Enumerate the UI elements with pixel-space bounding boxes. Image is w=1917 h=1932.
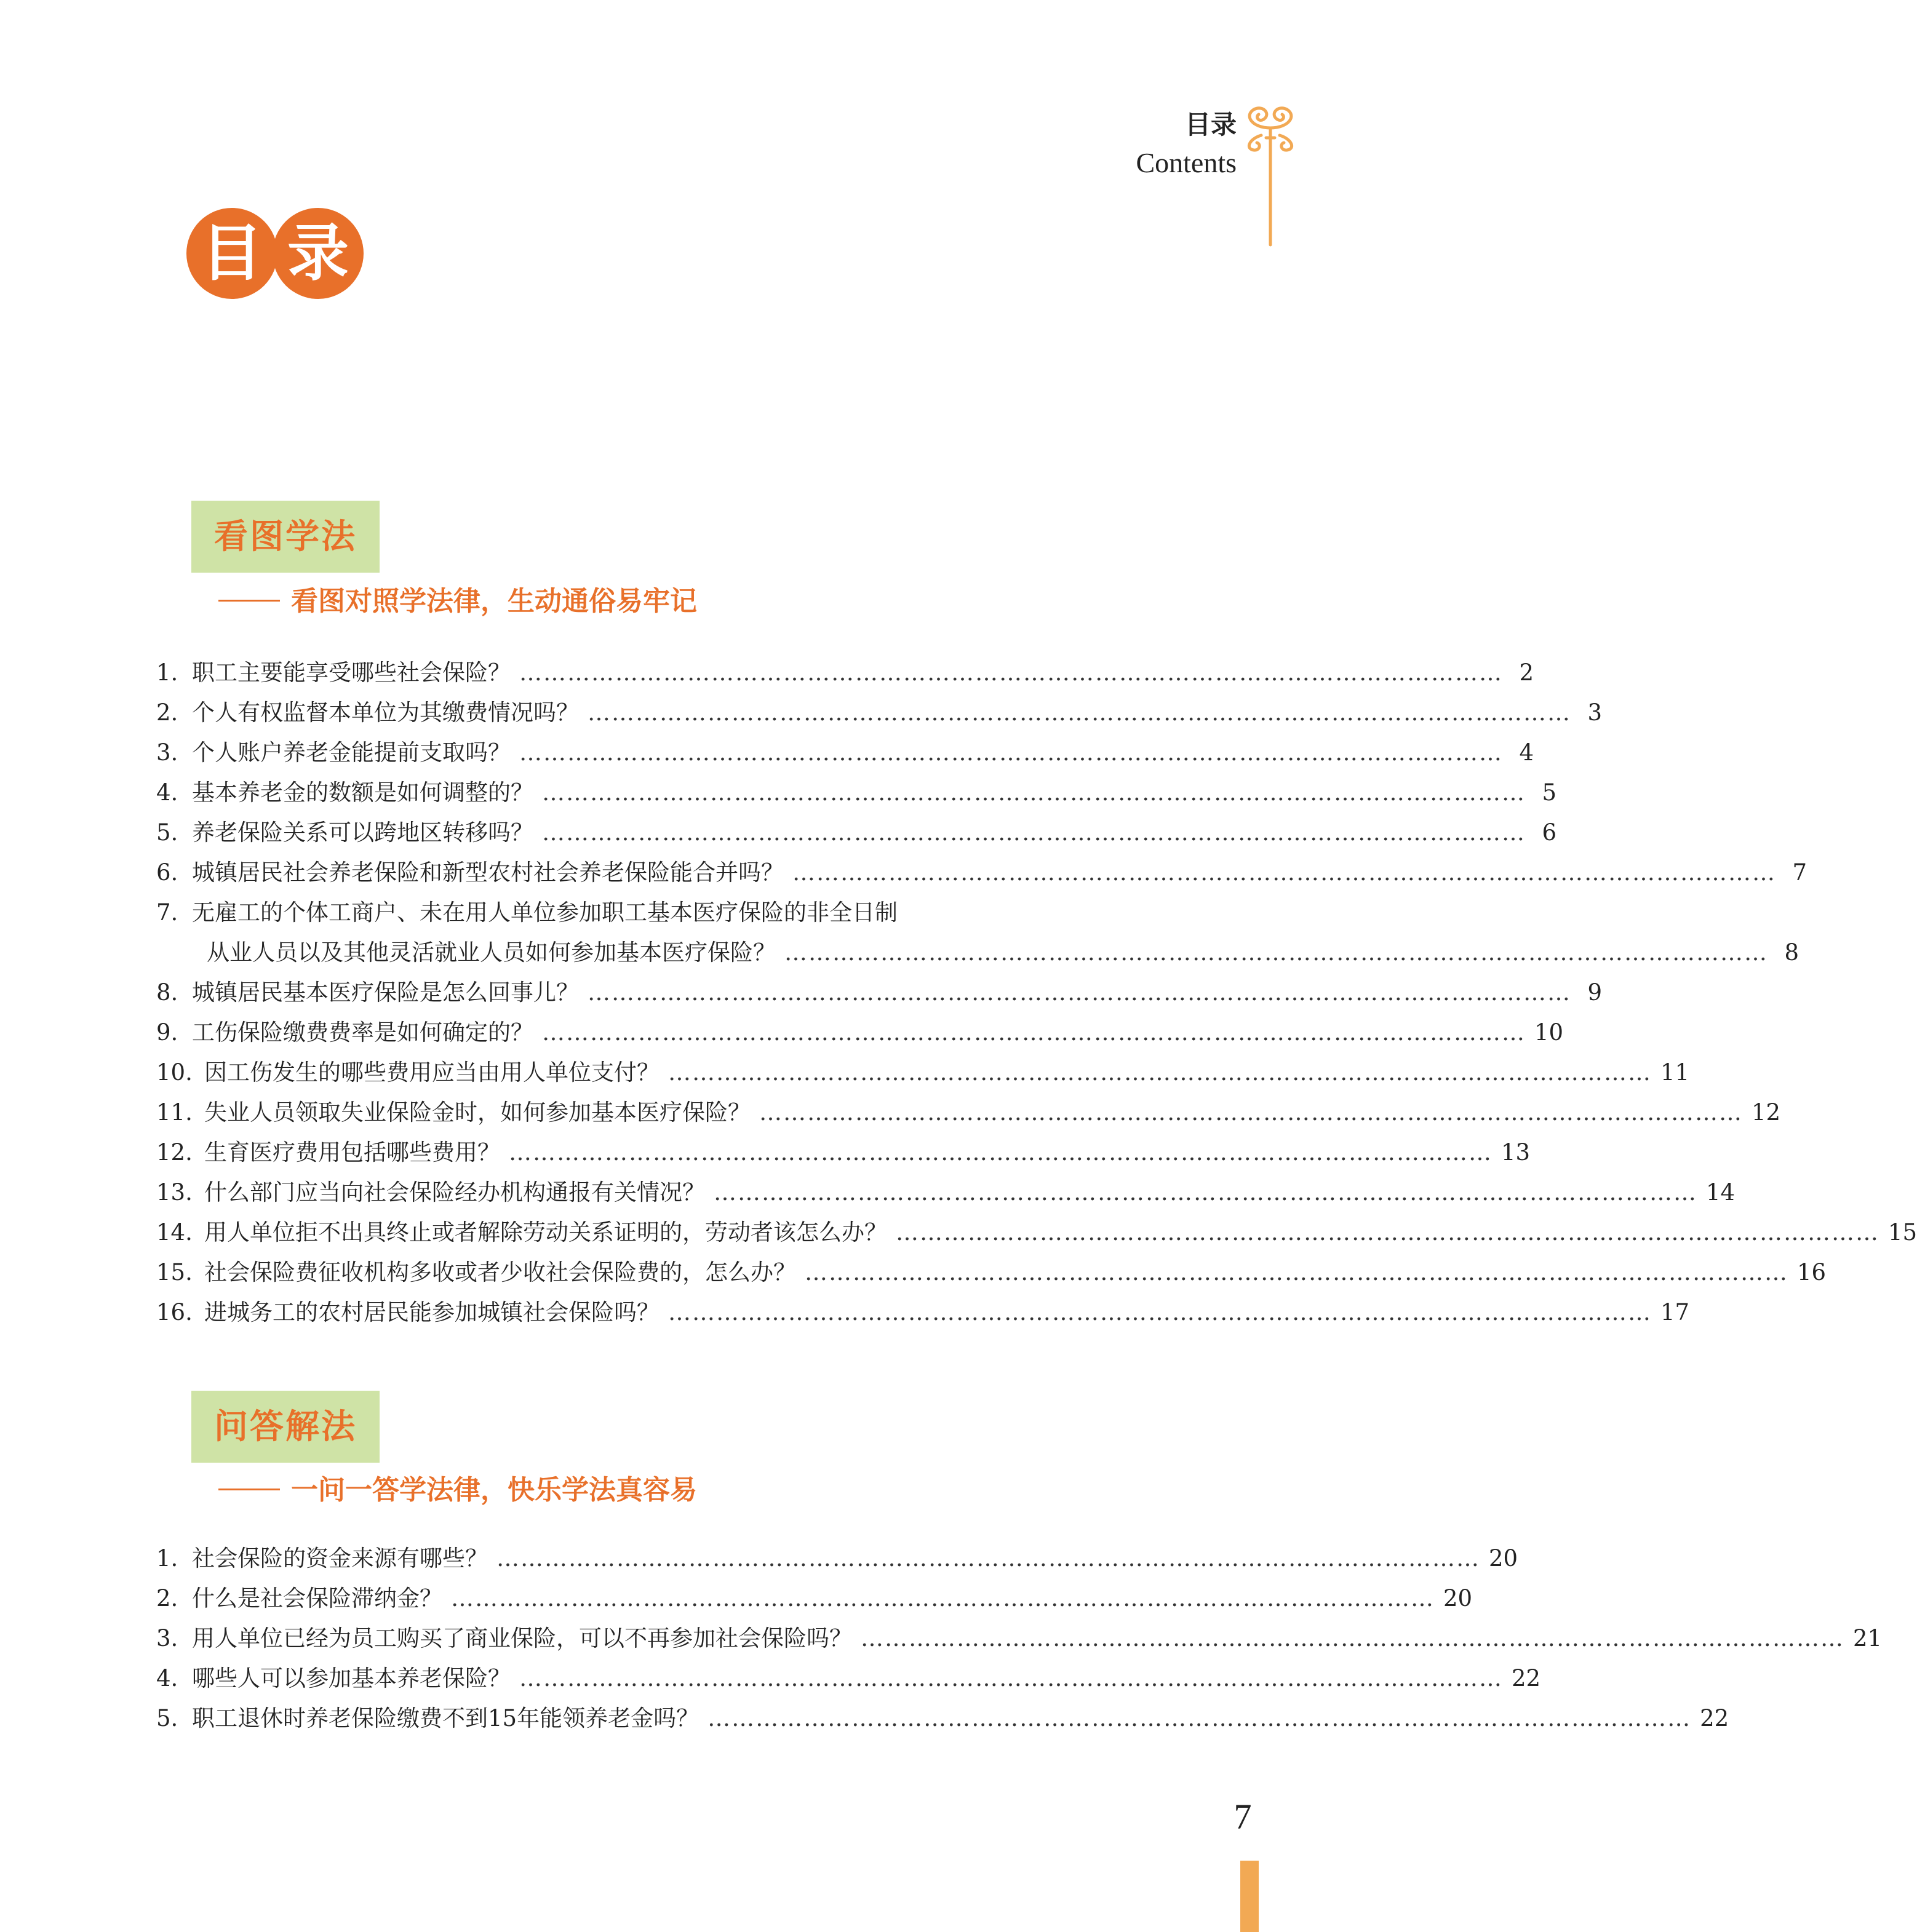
entry-number: 5. — [156, 1705, 178, 1731]
entry-page: 14 — [1706, 1179, 1736, 1206]
entry-number: 16. — [156, 1299, 193, 1326]
entry-number: 11. — [156, 1099, 193, 1126]
section-subtitle — [218, 588, 697, 615]
running-header-en: Contents — [1136, 147, 1237, 178]
toc-entry[interactable] — [156, 696, 1602, 730]
toc-entry[interactable] — [156, 776, 1556, 810]
edge-tab — [1240, 1861, 1259, 1932]
section-subtitle-text: 一问一答学法律，快乐学法真容易 — [291, 1474, 697, 1506]
toc-entry[interactable] — [156, 1661, 1541, 1696]
section-heading: 问答解法 — [191, 1391, 380, 1463]
entry-title: 什么部门应当向社会保险经办机构通报有关情况？ — [204, 1179, 705, 1206]
toc-entry[interactable] — [156, 1095, 1781, 1130]
toc-entry[interactable] — [156, 1055, 1690, 1090]
toc-entry[interactable] — [156, 816, 1556, 850]
leader-dots: …………………………………………………………………………………………………………… — [542, 1019, 1526, 1046]
entry-page: 20 — [1489, 1545, 1518, 1572]
leader-dots: …………………………………………………………………………………………………………… — [588, 699, 1571, 726]
scroll-ornament-icon — [1237, 103, 1304, 251]
leader-dots: …………………………………………………………………………………………………………… — [759, 1099, 1743, 1126]
dash-rule — [218, 600, 280, 602]
entry-number: 14. — [156, 1219, 193, 1246]
entry-page: 15 — [1888, 1219, 1917, 1246]
entry-title: 因工伤发生的哪些费用应当由用人单位支付？ — [204, 1059, 660, 1086]
toc-entry[interactable] — [156, 1175, 1736, 1210]
entry-page: 17 — [1660, 1299, 1690, 1326]
entry-title: 进城务工的农村居民能参加城镇社会保险吗？ — [204, 1299, 660, 1326]
leader-dots: …………………………………………………………………………………………………………… — [542, 819, 1526, 846]
dash-rule — [218, 1489, 280, 1490]
entry-number: 10. — [156, 1059, 193, 1086]
entry-title: 社会保险的资金来源有哪些？ — [192, 1545, 488, 1572]
leader-dots: …………………………………………………………………………………………………………… — [784, 939, 1768, 966]
toc-entry-continued[interactable] — [156, 936, 1799, 970]
entry-title: 城镇居民社会养老保险和新型农村社会养老保险能合并吗？ — [192, 859, 784, 886]
entry-page: 11 — [1660, 1059, 1690, 1086]
entry-number: 4. — [156, 1665, 178, 1691]
entry-page: 16 — [1797, 1259, 1827, 1286]
leader-dots: …………………………………………………………………………………………………………… — [805, 1259, 1788, 1286]
entry-page: 7 — [1792, 859, 1807, 886]
toc-entry[interactable] — [156, 856, 1807, 890]
entry-title: 用人单位拒不出具终止或者解除劳动关系证明的，劳动者该怎么办？ — [204, 1219, 887, 1246]
title-char: 目 — [186, 208, 277, 299]
leader-dots: …………………………………………………………………………………………………………… — [509, 1139, 1493, 1166]
entry-page: 5 — [1542, 779, 1556, 806]
entry-title: 失业人员领取失业保险金时，如何参加基本医疗保险？ — [204, 1099, 751, 1126]
entry-page: 22 — [1512, 1665, 1541, 1691]
entry-title: 个人有权监督本单位为其缴费情况吗？ — [192, 699, 579, 726]
page-number: 7 — [1233, 1797, 1252, 1837]
entry-page: 4 — [1519, 739, 1534, 766]
entry-number: 15. — [156, 1259, 193, 1286]
leader-dots: …………………………………………………………………………………………………………… — [519, 1665, 1503, 1691]
entry-title: 用人单位已经为员工购买了商业保险，可以不再参加社会保险吗？ — [192, 1625, 852, 1652]
leader-dots: …………………………………………………………………………………………………………… — [451, 1585, 1435, 1612]
entry-number: 5. — [156, 819, 178, 846]
toc-entry[interactable] — [156, 1581, 1473, 1616]
entry-page: 21 — [1853, 1625, 1883, 1652]
leader-dots: …………………………………………………………………………………………………………… — [714, 1179, 1697, 1206]
entry-title: 个人账户养老金能提前支取吗？ — [192, 739, 511, 766]
toc-entry[interactable] — [156, 1701, 1729, 1736]
section-subtitle-text: 看图对照学法律，生动通俗易牢记 — [291, 586, 697, 617]
section-heading: 看图学法 — [191, 501, 380, 573]
leader-dots: …………………………………………………………………………………………………………… — [861, 1625, 1844, 1652]
entry-title: 生育医疗费用包括哪些费用？ — [204, 1139, 500, 1166]
entry-number: 8. — [156, 979, 178, 1006]
leader-dots: …………………………………………………………………………………………………………… — [519, 739, 1503, 766]
leader-dots: …………………………………………………………………………………………………………… — [496, 1545, 1480, 1572]
entry-number: 9. — [156, 1019, 178, 1046]
toc-entry[interactable] — [156, 896, 1185, 930]
toc-entry[interactable] — [156, 736, 1534, 770]
entry-number: 12. — [156, 1139, 193, 1166]
toc-entry[interactable] — [156, 1621, 1883, 1656]
entry-page: 9 — [1587, 979, 1602, 1006]
entry-number: 1. — [156, 659, 178, 686]
toc-entry[interactable] — [156, 1541, 1518, 1576]
entry-page: 13 — [1501, 1139, 1531, 1166]
entry-title: 无雇工的个体工商户、未在用人单位参加职工基本医疗保险的非全日制 — [192, 899, 898, 926]
entry-number: 3. — [156, 1625, 178, 1652]
leader-dots: …………………………………………………………………………………………………………… — [519, 659, 1503, 686]
entry-page: 22 — [1700, 1705, 1729, 1731]
leader-dots: …………………………………………………………………………………………………………… — [588, 979, 1571, 1006]
entry-title: 职工主要能享受哪些社会保险？ — [192, 659, 511, 686]
title-char: 录 — [273, 208, 364, 299]
entry-number: 4. — [156, 779, 178, 806]
leader-dots: …………………………………………………………………………………………………………… — [668, 1299, 1652, 1326]
entry-title: 从业人员以及其他灵活就业人员如何参加基本医疗保险？ — [207, 939, 776, 966]
entry-number: 2. — [156, 699, 178, 726]
entry-title: 职工退休时养老保险缴费不到15年能领养老金吗？ — [192, 1705, 699, 1731]
toc-entry[interactable] — [156, 1255, 1827, 1290]
entry-title: 城镇居民基本医疗保险是怎么回事儿？ — [192, 979, 579, 1006]
entry-number: 2. — [156, 1585, 178, 1612]
leader-dots: …………………………………………………………………………………………………………… — [668, 1059, 1652, 1086]
entry-page: 3 — [1587, 699, 1602, 726]
toc-entry[interactable] — [156, 976, 1602, 1010]
entry-title: 哪些人可以参加基本养老保险？ — [192, 1665, 511, 1691]
toc-entry[interactable] — [156, 1135, 1531, 1170]
entry-number: 1. — [156, 1545, 178, 1572]
leader-dots: …………………………………………………………………………………………………………… — [707, 1705, 1692, 1731]
entry-number: 7. — [156, 899, 178, 926]
entry-title: 社会保险费征收机构多收或者少收社会保险费的，怎么办？ — [204, 1259, 796, 1286]
entry-number: 13. — [156, 1179, 193, 1206]
entry-page: 6 — [1542, 819, 1556, 846]
entry-title: 什么是社会保险滞纳金？ — [192, 1585, 442, 1612]
entry-page: 10 — [1534, 1019, 1564, 1046]
running-header-cn: 目录 — [1184, 109, 1237, 140]
entry-title: 养老保险关系可以跨地区转移吗？ — [192, 819, 533, 846]
entry-number: 6. — [156, 859, 178, 886]
leader-dots: …………………………………………………………………………………………………………… — [542, 779, 1526, 806]
entry-title: 基本养老金的数额是如何调整的？ — [192, 779, 533, 806]
toc-entry[interactable] — [156, 656, 1534, 690]
toc-entry[interactable] — [156, 1295, 1690, 1330]
entry-number: 3. — [156, 739, 178, 766]
entry-page: 20 — [1443, 1585, 1473, 1612]
section-subtitle — [218, 1474, 697, 1506]
leader-dots: …………………………………………………………………………………………………………… — [896, 1219, 1879, 1246]
toc-entry[interactable] — [156, 1215, 1917, 1250]
leader-dots: …………………………………………………………………………………………………………… — [792, 859, 1776, 886]
page-title — [186, 208, 364, 299]
entry-page: 12 — [1752, 1099, 1781, 1126]
entry-page: 8 — [1784, 939, 1799, 966]
entry-title: 工伤保险缴费费率是如何确定的？ — [192, 1019, 533, 1046]
toc-entry[interactable] — [156, 1016, 1564, 1050]
entry-page: 2 — [1519, 659, 1534, 686]
